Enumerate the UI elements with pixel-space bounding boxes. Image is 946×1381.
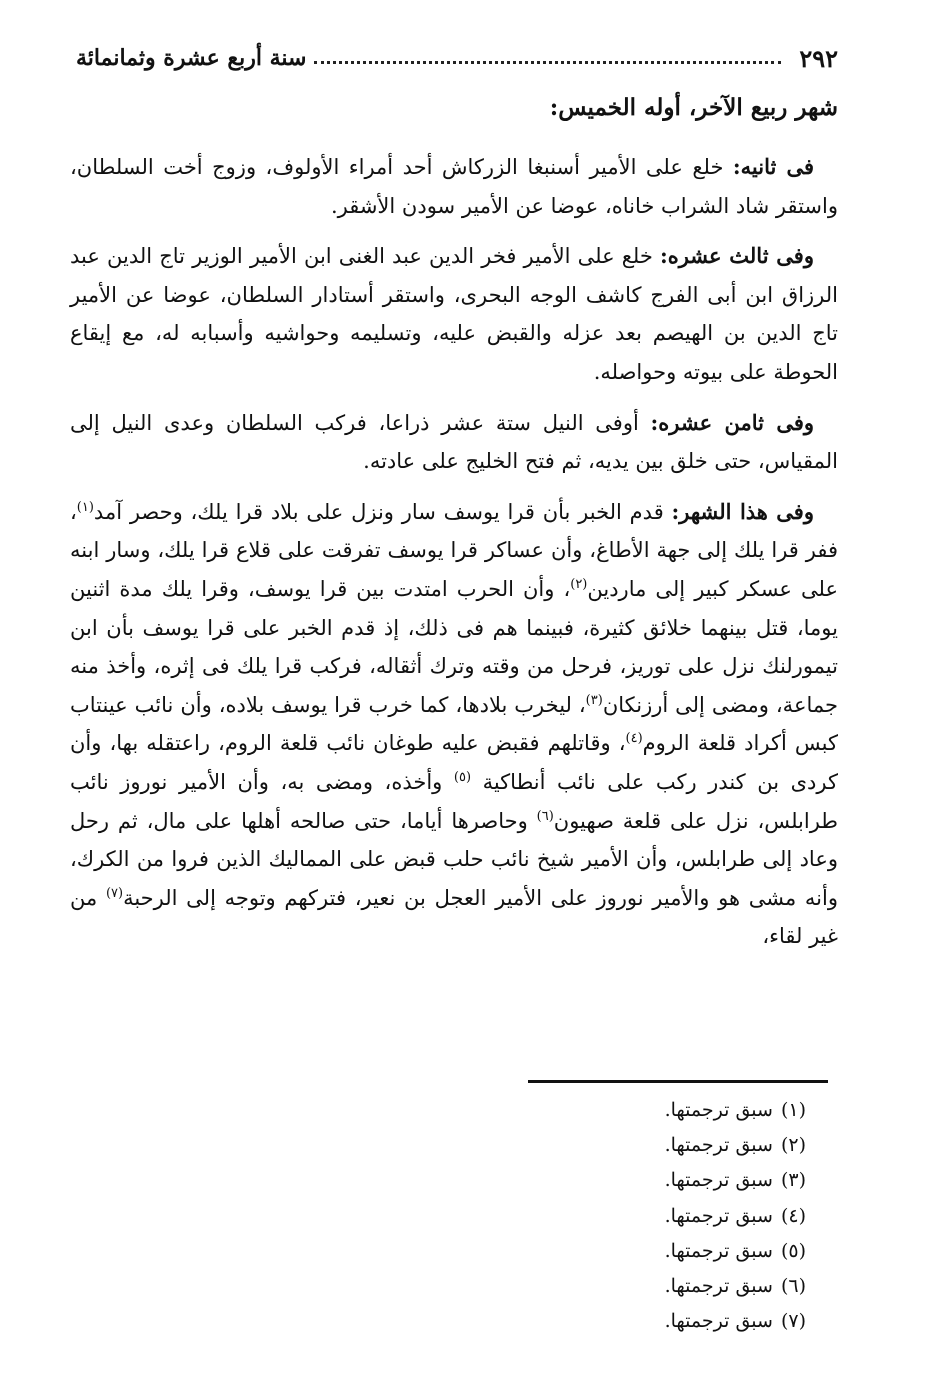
- footnote-item: [406, 1093, 806, 1128]
- paragraph-text: وأخذه، ومضى به، وأن الأمير نوروز نائب طرابلس، نزل على قلعة صهيون: [70, 769, 838, 833]
- month-heading: شهر ربيع الآخر، أوله الخميس:: [549, 94, 838, 121]
- footnote-ref-6[interactable]: (٦): [536, 808, 554, 824]
- paragraph-this-month: [70, 493, 838, 956]
- footnotes-list: [406, 1093, 806, 1339]
- footnote-divider: [528, 1080, 828, 1083]
- footnote-ref-4[interactable]: (٤): [625, 731, 643, 747]
- paragraph-text: من غير لقاء،: [70, 885, 838, 949]
- footnote-text: سبق ترجمتها.: [664, 1275, 773, 1298]
- paragraph-lead: وفى ثالث عشره:: [659, 243, 814, 269]
- paragraph-text: خلع على الأمير فخر الدين عبد الغنى ابن الأمير الوزير تاج الدين عبد الرزاق ابن أبى الفرج كاشف الوجه البحرى، واستقر أستادار السلطان، عوضا عن الأمير تاج الدين بن الهيصم بعد عزله والقبض عليه، وتسليمه وحواشيه وأسبابه له، مع إيقاع الحوطة على بيوته وحواصله.: [70, 244, 838, 384]
- paragraph-2nd: [70, 148, 838, 225]
- footnote-text: سبق ترجمتها.: [664, 1239, 773, 1262]
- footnote-number: (١): [780, 1099, 806, 1121]
- paragraph-text: ، ففر قرا يلك إلى جهة الأطاغ، وأن عساكر قرا يوسف تفرقت على قلاع قرا يلك، وسار ابنه على عسكر كبير إلى ماردين: [70, 499, 838, 601]
- paragraph-lead: وفى ثامن عشره:: [650, 409, 814, 435]
- footnote-ref-2[interactable]: (٢): [570, 576, 588, 592]
- footnote-item: [406, 1199, 806, 1234]
- footnote-item: [406, 1128, 806, 1163]
- footnote-ref-7[interactable]: (٧): [105, 885, 124, 901]
- footnote-number: (٥): [780, 1239, 806, 1262]
- footnote-ref-1[interactable]: (١): [76, 499, 94, 515]
- footnote-number: (٣): [780, 1169, 806, 1192]
- paragraph-text: ، وأن الحرب امتدت بين قرا يوسف، وقرا يلك مدة اثنين يوما، قتل بينهما خلائق كثيرة، فبينما هم فى ذلك، إذ قدم الخبر على قرا يوسف بأن ابن تيمورلنك نزل على توريز، فرحل من وقته وترك أثقاله، فركب قرا يلك فى إثره، وأخذ منه جماعة، ومضى إلى أرزنكان: [70, 576, 838, 717]
- footnote-number: (٦): [780, 1275, 806, 1298]
- paragraph-13th: [70, 237, 838, 391]
- footnote-text: سبق ترجمتها.: [664, 1099, 773, 1121]
- footnote-item: [406, 1269, 806, 1304]
- paragraph-lead: وفى هذا الشهر:: [671, 498, 814, 524]
- paragraph-lead: فى ثانيه:: [732, 154, 814, 179]
- footnote-number: (٢): [780, 1134, 806, 1157]
- footnote-number: (٤): [780, 1204, 806, 1227]
- footnote-ref-3[interactable]: (٣): [585, 692, 603, 708]
- footnote-ref-5[interactable]: (٥): [453, 769, 472, 785]
- running-title: سنة أربع عشرة وثمانمائة: [76, 45, 307, 71]
- paragraph-text: ، ليخرب بلادها، كما خرب قرا يوسف بلاده، وأن نائب عينتاب كبس أكراد قلعة الروم: [70, 692, 838, 756]
- footnote-text: سبق ترجمتها.: [664, 1134, 773, 1157]
- running-header: [76, 36, 838, 80]
- paragraph-18th: [70, 404, 838, 481]
- dotted-leader: [314, 61, 781, 64]
- footnote-item: [406, 1304, 806, 1339]
- paragraph-text: قدم الخبر بأن قرا يوسف سار ونزل على بلاد قرا يلك، وحصر آمد: [93, 499, 672, 524]
- paragraph-text: ، وقاتلهم فقبض عليه طوغان نائب قلعة الروم، راعتقله بها، وأن كردى بن كندر ركب على نائب أنطاكية: [70, 731, 838, 794]
- footnote-item: [406, 1234, 806, 1269]
- paragraph-text: أوفى النيل ستة عشر ذراعا، فركب السلطان وعدى النيل إلى المقياس، حتى خلق بين يديه، ثم فتح الخليج على عادته.: [70, 410, 838, 474]
- footnote-number: (٧): [780, 1310, 806, 1333]
- page-body: [70, 88, 838, 968]
- footnote-text: سبق ترجمتها.: [664, 1169, 773, 1192]
- page-number: ٢٩٢: [799, 43, 838, 73]
- footnote-text: سبق ترجمتها.: [664, 1310, 773, 1333]
- footnote-item: [406, 1163, 806, 1198]
- paragraph-text: وحاصرها أياما، حتى صالحه أهلها على مال، ثم رحل وعاد إلى طرابلس، وأن الأمير شيخ نائب حلب قبض على المماليك الذين فروا من الكرك، وأنه مشى هو والأمير نوروز على الأمير العجل بن نعير، فتركهم وتوجه إلى الرحبة: [70, 808, 838, 910]
- paragraph-text: خلع على الأمير أسنبغا الزركاش أحد أمراء الأولوف، وزوج أخت السلطان، واستقر شاد الشراب خاناه، عوضا عن الأمير سودن الأشقر.: [70, 155, 838, 218]
- footnote-text: سبق ترجمتها.: [664, 1204, 773, 1227]
